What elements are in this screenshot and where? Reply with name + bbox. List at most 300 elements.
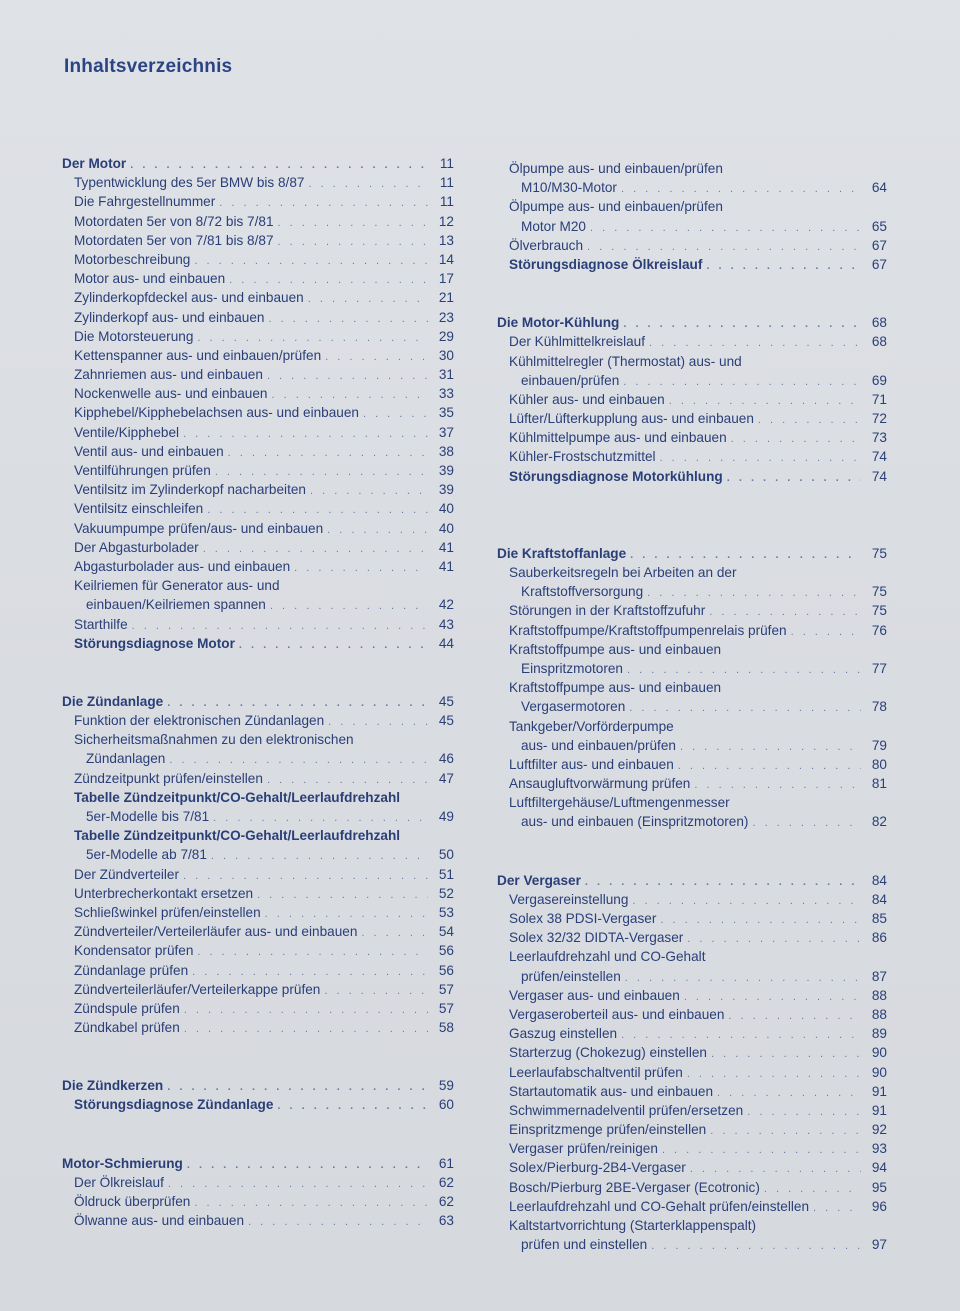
toc-entry-title: Kühlmittelregler (Thermostat) aus- und xyxy=(509,353,742,369)
toc-leader-dots xyxy=(727,469,861,488)
toc-leader-dots xyxy=(268,310,428,329)
toc-entry-title: Der Zündverteiler xyxy=(74,866,180,882)
toc-entry xyxy=(62,384,454,403)
toc-entry xyxy=(62,538,454,557)
toc-entry-title: Vergaser aus- und einbauen xyxy=(509,987,680,1003)
toc-page-number: 75 xyxy=(871,545,887,561)
toc-entry-title: Einspritzmotoren xyxy=(521,660,623,676)
toc-entry xyxy=(62,1173,454,1192)
toc-leader-dots xyxy=(590,219,861,238)
toc-page-number: 11 xyxy=(439,194,454,210)
toc-entry xyxy=(62,423,454,442)
toc-entry xyxy=(62,288,454,307)
toc-entry-title: Störungsdiagnose Motorkühlung xyxy=(509,468,723,484)
toc-page-number: 40 xyxy=(438,520,454,536)
toc-entry-title: 5er-Modelle ab 7/81 xyxy=(86,847,207,863)
toc-entry xyxy=(497,1063,887,1082)
toc-entry xyxy=(497,197,887,216)
toc-leader-dots xyxy=(791,623,861,642)
toc-page-number: 64 xyxy=(871,180,887,196)
toc-leader-dots xyxy=(194,252,428,271)
toc-entry xyxy=(497,621,887,640)
toc-leader-dots xyxy=(758,411,861,430)
toc-leader-dots xyxy=(308,290,428,309)
toc-page-number: 89 xyxy=(871,1026,887,1042)
section-spacer xyxy=(497,525,887,544)
toc-chapter xyxy=(62,1076,454,1095)
toc-leader-dots xyxy=(813,1199,861,1218)
toc-entry xyxy=(62,346,454,365)
toc-entry xyxy=(62,941,454,960)
toc-page-number: 23 xyxy=(438,309,454,325)
toc-entry-title: Die Motor-Kühlung xyxy=(497,315,620,331)
toc-entry-title: Ölverbrauch xyxy=(509,237,584,253)
toc-page-number: 62 xyxy=(438,1174,454,1190)
toc-entry-title: Kühlmittelpumpe aus- und einbauen xyxy=(509,430,727,446)
toc-entry xyxy=(497,909,887,928)
toc-entry xyxy=(497,1120,887,1139)
toc-page-number: 73 xyxy=(871,430,887,446)
toc-entry-title: Störungsdiagnose Zündanlage xyxy=(74,1097,274,1113)
toc-entry-title: Zündanlagen xyxy=(86,751,166,767)
toc-entry-title: Ventilführungen prüfen xyxy=(74,463,211,478)
toc-page-number: 45 xyxy=(438,713,454,729)
toc-entry-title: Unterbrecherkontakt ersetzen xyxy=(74,885,254,901)
toc-leader-dots xyxy=(632,892,861,911)
toc-entry-title: Motorbeschreibung xyxy=(74,251,191,267)
toc-entry xyxy=(497,428,887,447)
toc-entry xyxy=(497,582,887,601)
toc-entry xyxy=(497,1178,887,1197)
toc-entry xyxy=(62,749,454,768)
toc-entry xyxy=(497,678,887,697)
toc-page-number: 77 xyxy=(871,660,887,676)
toc-entry-title: Solex/Pierburg-2B4-Vergaser xyxy=(509,1160,686,1176)
toc-page-number: 60 xyxy=(438,1097,454,1113)
toc-entry xyxy=(497,447,887,466)
toc-entry-title: Keilriemen für Generator aus- und xyxy=(74,578,280,594)
toc-leader-dots xyxy=(752,814,861,833)
toc-entry xyxy=(497,1235,887,1254)
toc-entry-title: prüfen/einstellen xyxy=(521,968,621,984)
toc-entry xyxy=(62,634,454,653)
toc-page-number: 90 xyxy=(871,1045,887,1061)
toc-page-number: 79 xyxy=(871,737,887,753)
toc-page-number: 35 xyxy=(438,405,454,421)
toc-entry-title: Der Abgasturbolader xyxy=(74,539,199,555)
toc-leader-dots xyxy=(651,1237,861,1256)
toc-entry-title: Solex 32/32 DIDTA-Vergaser xyxy=(509,930,684,946)
toc-entry xyxy=(497,1139,887,1158)
toc-leader-dots xyxy=(660,911,861,930)
toc-leader-dots xyxy=(187,1156,428,1175)
toc-page-number: 78 xyxy=(871,699,887,715)
toc-page-number: 41 xyxy=(438,539,454,555)
toc-leader-dots xyxy=(662,1141,861,1160)
toc-entry-title: Kraftstoffpumpe aus- und einbauen xyxy=(509,680,722,696)
toc-entry-title: Bosch/Pierburg 2BE-Vergaser (Ecotronic) xyxy=(509,1179,760,1195)
toc-entry xyxy=(62,1095,454,1114)
toc-entry xyxy=(62,250,454,269)
toc-entry xyxy=(497,812,887,831)
toc-page-number: 38 xyxy=(438,443,454,459)
toc-chapter xyxy=(497,313,887,332)
toc-entry-title: Ventile/Kipphebel xyxy=(74,424,180,440)
toc-entry xyxy=(497,986,887,1005)
toc-entry xyxy=(62,576,454,595)
toc-leader-dots xyxy=(197,943,428,962)
toc-entry-title: Startautomatik aus- und einbauen xyxy=(509,1083,714,1099)
toc-entry-title: Kraftstoffversorgung xyxy=(521,584,644,600)
toc-entry-title: Starterzug (Chokezug) einstellen xyxy=(509,1045,707,1061)
toc-entry-title: Zylinderkopfdeckel aus- und einbauen xyxy=(74,290,304,306)
toc-entry xyxy=(497,1024,887,1043)
toc-leader-dots xyxy=(325,348,428,367)
toc-entry xyxy=(497,352,887,371)
toc-entry xyxy=(62,365,454,384)
toc-entry-title: Kühler-Frostschutzmittel xyxy=(509,449,656,465)
toc-entry xyxy=(497,755,887,774)
toc-entry xyxy=(62,980,454,999)
section-spacer xyxy=(497,486,887,525)
toc-entry xyxy=(62,615,454,634)
toc-entry-title: Kraftstoffpumpe aus- und einbauen xyxy=(509,641,722,657)
toc-entry-title: Störungsdiagnose Ölkreislauf xyxy=(509,256,703,272)
toc-page-number: 69 xyxy=(871,372,887,388)
toc-entry-title: Lüfter/Lüfterkupplung aus- und einbauen xyxy=(509,411,754,427)
toc-entry-title: Schwimmernadelventil prüfen/ersetzen xyxy=(509,1102,744,1118)
toc-page-number: 92 xyxy=(871,1122,887,1138)
toc-entry-title: Zahnriemen aus- und einbauen xyxy=(74,367,263,383)
toc-entry-title: Ansaugluftvorwärmung prüfen xyxy=(509,776,691,792)
toc-entry-title: Tabelle Zündzeitpunkt/CO-Gehalt/Leerlaufdrehzahl xyxy=(74,789,401,805)
toc-entry xyxy=(62,231,454,250)
toc-page-number: 31 xyxy=(438,367,454,383)
toc-entry-title: Die Kraftstoffanlage xyxy=(497,545,627,561)
toc-page-number: 88 xyxy=(871,987,887,1003)
toc-entry-title: Vakuumpumpe prüfen/aus- und einbauen xyxy=(74,520,324,536)
toc-entry-title: Kondensator prüfen xyxy=(74,943,194,959)
toc-entry xyxy=(62,807,454,826)
toc-page-number: 51 xyxy=(438,866,454,882)
toc-entry-title: Vergaseroberteil aus- und einbauen xyxy=(509,1006,725,1022)
toc-entry-title: prüfen und einstellen xyxy=(521,1237,648,1253)
toc-entry xyxy=(497,717,887,736)
toc-entry-title: Luftfilter aus- und einbauen xyxy=(509,756,674,772)
toc-entry-title: Der Motor xyxy=(62,156,127,171)
toc-page-number: 52 xyxy=(438,885,454,901)
toc-page-number: 54 xyxy=(438,924,454,940)
toc-page-number: 44 xyxy=(438,635,454,651)
toc-entry-title: Die Motorsteuerung xyxy=(74,328,194,344)
toc-leader-dots xyxy=(327,521,428,540)
toc-chapter xyxy=(62,154,454,173)
toc-page-number: 46 xyxy=(438,751,454,767)
toc-page-number: 76 xyxy=(871,622,887,638)
toc-entry xyxy=(62,1192,454,1211)
toc-entry-title: Funktion der elektronischen Zündanlagen xyxy=(74,713,325,729)
toc-page-number: 12 xyxy=(438,213,454,229)
toc-entry-title: Kipphebel/Kipphebelachsen aus- und einbauen xyxy=(74,405,359,421)
toc-entry-title: Motor aus- und einbauen xyxy=(74,271,226,287)
toc-page-number: 39 xyxy=(438,463,454,478)
toc-page-number: 65 xyxy=(871,218,887,234)
toc-entry-title: M10/M30-Motor xyxy=(521,180,617,196)
toc-entry xyxy=(62,788,454,807)
toc-entry-title: einbauen/Keilriemen spannen xyxy=(86,597,266,613)
toc-leader-dots xyxy=(710,1122,861,1141)
toc-leader-dots xyxy=(294,559,428,578)
toc-leader-dots xyxy=(687,930,861,949)
toc-entry-title: 5er-Modelle bis 7/81 xyxy=(86,809,210,824)
toc-entry xyxy=(497,1101,887,1120)
toc-entry xyxy=(497,640,887,659)
toc-leader-dots xyxy=(711,1045,861,1064)
toc-entry-title: Nockenwelle aus- und einbauen xyxy=(74,386,268,402)
toc-page-number: 29 xyxy=(438,328,454,344)
toc-entry-title: Der Kühlmittelkreislauf xyxy=(509,334,645,350)
toc-page-number: 90 xyxy=(871,1064,887,1080)
toc-entry xyxy=(497,236,887,255)
toc-page-number: 96 xyxy=(871,1198,887,1214)
toc-entry xyxy=(62,269,454,288)
section-spacer xyxy=(62,653,454,692)
toc-entry-title: Motordaten 5er von 8/72 bis 7/81 xyxy=(74,213,274,229)
toc-page-number: 75 xyxy=(871,584,887,600)
toc-entry-title: Solex 38 PDSI-Vergaser xyxy=(509,911,657,926)
toc-page-number: 86 xyxy=(871,930,887,946)
toc-leader-dots xyxy=(168,1175,428,1194)
toc-page-number: 74 xyxy=(871,468,887,484)
toc-entry-title: Abgasturbolader aus- und einbauen xyxy=(74,558,291,574)
toc-page-number: 53 xyxy=(438,904,454,920)
toc-leader-dots xyxy=(267,367,428,386)
toc-entry-title: Vergasereinstellung xyxy=(509,891,629,907)
toc-chapter xyxy=(62,1154,454,1173)
page-title: Inhaltsverzeichnis xyxy=(64,56,233,77)
toc-page-number: 84 xyxy=(871,872,887,888)
toc-entry xyxy=(497,793,887,812)
toc-entry xyxy=(62,192,454,211)
toc-entry-title: Schließwinkel prüfen/einstellen xyxy=(74,904,261,920)
toc-page-number: 41 xyxy=(438,558,454,574)
toc-page-number: 21 xyxy=(438,290,454,306)
toc-page-number: 85 xyxy=(871,911,887,926)
toc-entry-title: Zylinderkopf aus- und einbauen xyxy=(74,309,265,325)
toc-entry-title: Der Ölkreislauf xyxy=(74,1174,164,1190)
toc-entry xyxy=(62,922,454,941)
toc-page-number: 17 xyxy=(438,271,454,287)
toc-entry-title: Leerlaufdrehzahl und CO-Gehalt prüfen/einstellen xyxy=(509,1198,810,1214)
toc-entry-title: Tabelle Zündzeitpunkt/CO-Gehalt/Leerlaufdrehzahl xyxy=(74,828,401,844)
toc-entry xyxy=(497,967,887,986)
toc-entry-title: Ölpumpe aus- und einbauen/prüfen xyxy=(509,161,723,176)
toc-page-number: 11 xyxy=(439,156,454,171)
toc-page-number: 59 xyxy=(438,1078,454,1094)
toc-entry-title: Vergasermotoren xyxy=(521,699,626,715)
toc-entry xyxy=(497,928,887,947)
toc-leader-dots xyxy=(680,738,861,757)
toc-entry xyxy=(497,467,887,486)
toc-page-number: 42 xyxy=(438,597,454,613)
section-spacer xyxy=(497,832,887,871)
toc-page-number: 84 xyxy=(871,891,887,907)
toc-page-number: 39 xyxy=(438,482,454,498)
toc-entry xyxy=(497,659,887,678)
toc-entry-title: Zündverteilerläufer/Verteilerkappe prüfen xyxy=(74,981,321,997)
toc-leader-dots xyxy=(747,1103,861,1122)
toc-page-number: 87 xyxy=(871,968,887,984)
toc-entry xyxy=(62,442,454,461)
toc-page-number: 75 xyxy=(871,603,887,619)
toc-leader-dots xyxy=(248,1213,428,1232)
toc-leader-dots xyxy=(184,1020,428,1039)
toc-entry-title: Ventil aus- und einbauen xyxy=(74,443,224,459)
toc-entry xyxy=(62,212,454,231)
toc-page-number: 61 xyxy=(438,1155,454,1171)
toc-entry-title: Ölpumpe aus- und einbauen/prüfen xyxy=(509,199,723,215)
toc-entry xyxy=(62,595,454,614)
toc-entry xyxy=(497,390,887,409)
toc-page-number: 63 xyxy=(438,1213,454,1229)
section-spacer xyxy=(62,1115,454,1154)
toc-entry xyxy=(62,480,454,499)
toc-entry xyxy=(62,961,454,980)
toc-page-number: 50 xyxy=(438,847,454,863)
toc-entry xyxy=(497,1082,887,1101)
toc-entry-title: Zündanlage prüfen xyxy=(74,962,189,978)
toc-entry xyxy=(62,308,454,327)
toc-leader-dots xyxy=(278,214,428,233)
toc-page-number: 45 xyxy=(438,693,454,709)
toc-chapter xyxy=(62,692,454,711)
toc-leader-dots xyxy=(310,482,428,501)
toc-leader-dots xyxy=(257,886,428,905)
toc-entry xyxy=(62,826,454,845)
toc-entry xyxy=(62,1018,454,1037)
toc-entry-title: Öldruck überprüfen xyxy=(74,1194,191,1209)
toc-leader-dots xyxy=(324,982,428,1001)
toc-entry xyxy=(62,711,454,730)
toc-entry xyxy=(497,563,887,582)
toc-page-number: 33 xyxy=(438,386,454,402)
toc-entry xyxy=(497,409,887,428)
toc-page-number: 57 xyxy=(438,1000,454,1016)
toc-entry-title: Starthilfe xyxy=(74,616,128,632)
toc-page-number: 68 xyxy=(871,334,887,350)
toc-leader-dots xyxy=(363,405,428,424)
toc-entry xyxy=(497,1005,887,1024)
toc-entry xyxy=(497,774,887,793)
toc-entry-title: Motor M20 xyxy=(521,218,586,234)
toc-entry-title: Störungen in der Kraftstoffzufuhr xyxy=(509,603,706,619)
toc-entry xyxy=(497,890,887,909)
toc-entry xyxy=(62,1211,454,1230)
toc-entry xyxy=(497,371,887,390)
toc-page-number: 43 xyxy=(438,616,454,632)
toc-entry-title: Motor-Schmierung xyxy=(62,1155,183,1171)
toc-page-number: 30 xyxy=(438,347,454,363)
toc-entry-title: Sauberkeitsregeln bei Arbeiten an der xyxy=(509,565,737,580)
toc-leader-dots xyxy=(239,636,428,655)
toc-page-number: 47 xyxy=(438,770,454,786)
toc-entry xyxy=(62,769,454,788)
toc-page-number: 93 xyxy=(871,1141,887,1157)
toc-page-number: 91 xyxy=(871,1083,887,1099)
toc-page-number: 71 xyxy=(871,391,887,407)
toc-page-number: 95 xyxy=(871,1179,887,1195)
toc-entry-title: Die Fahrgestellnummer xyxy=(74,194,216,210)
toc-entry xyxy=(62,730,454,749)
toc-page-number: 97 xyxy=(871,1237,887,1253)
toc-leader-dots xyxy=(277,1097,428,1116)
toc-entry-title: Kühler aus- und einbauen xyxy=(509,391,665,407)
toc-entry xyxy=(497,255,887,274)
toc-entry xyxy=(497,1158,887,1177)
toc-entry xyxy=(497,601,887,620)
toc-column-left xyxy=(62,154,454,1230)
toc-page-number: 14 xyxy=(438,251,454,267)
toc-page-number: 67 xyxy=(871,237,887,253)
toc-entry xyxy=(497,1197,887,1216)
toc-entry-title: Vergaser prüfen/reinigen xyxy=(509,1141,658,1157)
toc-entry-title: Motordaten 5er von 7/81 bis 8/87 xyxy=(74,232,274,248)
toc-entry xyxy=(497,697,887,716)
toc-entry-title: Einspritzmenge prüfen/einstellen xyxy=(509,1122,707,1138)
toc-page-number: 62 xyxy=(438,1194,454,1209)
toc-page-number: 91 xyxy=(871,1102,887,1118)
toc-leader-dots xyxy=(228,444,428,463)
toc-entry xyxy=(497,1216,887,1235)
toc-entry xyxy=(497,736,887,755)
toc-entry-title: Leerlaufabschaltventil prüfen xyxy=(509,1064,683,1080)
toc-entry-title: Leerlaufdrehzahl und CO-Gehalt xyxy=(509,949,706,965)
toc-page-number: 74 xyxy=(871,449,887,465)
toc-page-number: 11 xyxy=(439,175,454,191)
toc-entry-title: Zündkabel prüfen xyxy=(74,1020,180,1036)
toc-page-number: 82 xyxy=(871,814,887,830)
toc-entry-title: Kraftstoffpumpe/Kraftstoffpumpenrelais prüfen xyxy=(509,622,787,638)
toc-leader-dots xyxy=(308,175,428,194)
toc-entry-title: Zündverteiler/Verteilerläufer aus- und einbauen xyxy=(74,924,358,940)
toc-leader-dots xyxy=(278,233,428,252)
toc-entry-title: Ölwanne aus- und einbauen xyxy=(74,1213,245,1229)
toc-entry xyxy=(62,519,454,538)
toc-leader-dots xyxy=(211,847,428,866)
toc-leader-dots xyxy=(678,757,861,776)
toc-entry xyxy=(62,999,454,1018)
toc-chapter xyxy=(497,871,887,890)
toc-entry-title: aus- und einbauen (Einspritzmotoren) xyxy=(521,814,749,830)
toc-entry-title: Gaszug einstellen xyxy=(509,1026,618,1042)
toc-entry xyxy=(62,903,454,922)
toc-entry xyxy=(62,327,454,346)
toc-entry xyxy=(497,178,887,197)
toc-entry-title: Tankgeber/Vorförderpumpe xyxy=(509,718,674,734)
toc-entry-title: Luftfiltergehäuse/Luftmengenmesser xyxy=(509,795,730,811)
toc-entry-title: einbauen/prüfen xyxy=(521,372,620,388)
toc-page-number: 72 xyxy=(871,411,887,427)
toc-entry-title: Sicherheitsmaßnahmen zu den elektronischen xyxy=(74,732,354,748)
section-spacer xyxy=(62,1037,454,1076)
toc-chapter xyxy=(497,544,887,563)
toc-entry xyxy=(497,332,887,351)
toc-entry-title: Zündzeitpunkt prüfen/einstellen xyxy=(74,770,263,786)
toc-leader-dots xyxy=(706,257,861,276)
toc-entry xyxy=(497,217,887,236)
toc-leader-dots xyxy=(361,924,428,943)
toc-page-number: 56 xyxy=(438,962,454,978)
